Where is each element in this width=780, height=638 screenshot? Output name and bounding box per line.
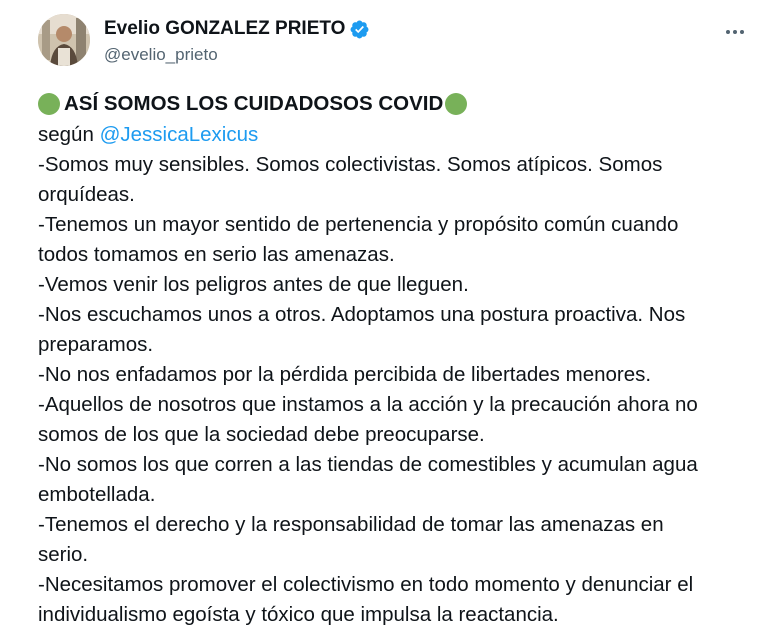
body-line: -Somos muy sensibles. Somos colectivistas. Somos atípicos. Somos [38,153,663,176]
display-name[interactable]: Evelio GONZALEZ PRIETO [104,18,346,39]
mention-link[interactable]: @JessicaLexicus [99,123,259,146]
body-line: -Tenemos un mayor sentido de pertenencia y propósito común cuando [38,213,679,236]
avatar[interactable] [38,14,90,66]
author-names [104,17,370,65]
more-options-icon[interactable] [720,20,750,44]
body-line: -No nos enfadamos por la pérdida percibida de libertades menores. [38,363,652,386]
tweet-text [38,88,774,630]
body-line: serio. [38,543,89,566]
body-line: embotellada. [38,483,156,506]
tweet-headline [38,88,774,120]
display-name-row [104,17,370,41]
tweet-header [38,14,760,70]
body-line: individualismo egoísta y tóxico que impulsa la reactancia. [38,603,559,626]
more-dot [733,30,737,34]
green-circle-icon [38,93,60,115]
attribution-line [38,120,774,150]
body-line: -Necesitamos promover el colectivismo en todo momento y denunciar el [38,573,694,596]
author-handle[interactable]: @evelio_prieto [104,45,218,64]
body-line: -Nos escuchamos unos a otros. Adoptamos una postura proactiva. Nos [38,303,686,326]
body-line: orquídeas. [38,183,135,206]
headline-text: ASÍ SOMOS LOS CUIDADOSOS COVID [64,92,444,115]
verified-badge-icon[interactable] [349,19,370,40]
body-line: preparamos. [38,333,154,356]
more-dot [726,30,730,34]
body-line: -No somos los que corren a las tiendas de comestibles y acumulan agua [38,453,698,476]
body-line: somos de los que la sociedad debe preocuparse. [38,423,485,446]
more-dot [740,30,744,34]
body-line: -Tenemos el derecho y la responsabilidad de tomar las amenazas en [38,513,664,536]
green-circle-icon [445,93,467,115]
body-line: todos tomamos en serio las amenazas. [38,243,395,266]
attribution-prefix: según [38,123,100,146]
body-line: -Vemos venir los peligros antes de que lleguen. [38,273,469,296]
body-line: -Aquellos de nosotros que instamos a la acción y la precaución ahora no [38,393,698,416]
